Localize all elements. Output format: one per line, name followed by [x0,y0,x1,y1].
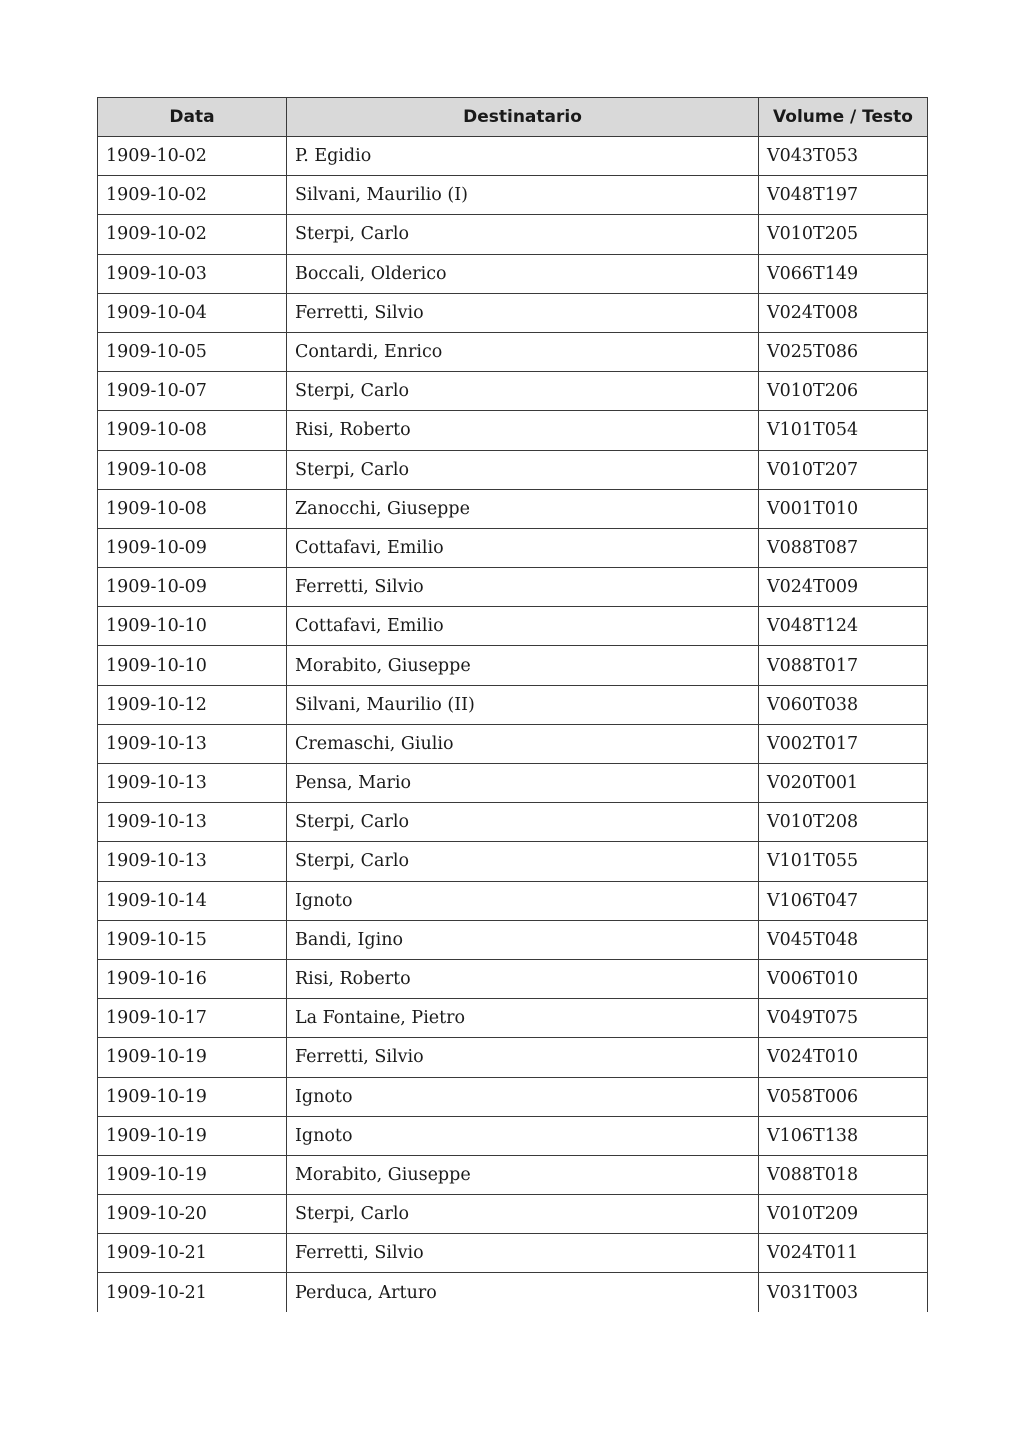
table-row [98,1234,928,1273]
cell-date: 1909-10-03 [98,254,287,293]
table-row [98,999,928,1038]
cell-recipient: Pensa, Mario [287,764,759,803]
header-row [98,98,928,137]
cell-date: 1909-10-02 [98,176,287,215]
table-row [98,1077,928,1116]
table-row [98,920,928,959]
table-row [98,568,928,607]
table-row [98,528,928,567]
cell-volume-text: V002T017 [759,724,928,763]
cell-volume-text: V010T205 [759,215,928,254]
cell-volume-text: V025T086 [759,332,928,371]
table-row [98,215,928,254]
table-body [98,137,928,1313]
table-row [98,1155,928,1194]
table-row [98,332,928,371]
cell-volume-text: V024T009 [759,568,928,607]
cell-date: 1909-10-14 [98,881,287,920]
cell-recipient: Sterpi, Carlo [287,372,759,411]
table-row [98,764,928,803]
table-row [98,1116,928,1155]
cell-date: 1909-10-19 [98,1155,287,1194]
cell-date: 1909-10-13 [98,724,287,763]
cell-date: 1909-10-09 [98,568,287,607]
cell-volume-text: V024T011 [759,1234,928,1273]
table-row [98,724,928,763]
cell-date: 1909-10-17 [98,999,287,1038]
cell-date: 1909-10-21 [98,1273,287,1312]
table-row [98,293,928,332]
table-row [98,959,928,998]
table-row [98,1038,928,1077]
cell-recipient: Ignoto [287,1077,759,1116]
cell-date: 1909-10-02 [98,137,287,176]
header-volume-text: Volume / Testo [759,98,928,137]
cell-volume-text: V031T003 [759,1273,928,1312]
cell-volume-text: V101T054 [759,411,928,450]
cell-volume-text: V010T208 [759,803,928,842]
table-row [98,411,928,450]
cell-date: 1909-10-16 [98,959,287,998]
cell-date: 1909-10-08 [98,411,287,450]
cell-recipient: Bandi, Igino [287,920,759,959]
cell-recipient: Risi, Roberto [287,959,759,998]
cell-recipient: Cottafavi, Emilio [287,607,759,646]
cell-date: 1909-10-09 [98,528,287,567]
header-date: Data [98,98,287,137]
cell-date: 1909-10-10 [98,646,287,685]
cell-date: 1909-10-19 [98,1077,287,1116]
cell-date: 1909-10-21 [98,1234,287,1273]
cell-recipient: Risi, Roberto [287,411,759,450]
cell-volume-text: V106T047 [759,881,928,920]
table-row [98,646,928,685]
cell-volume-text: V088T087 [759,528,928,567]
cell-recipient: Ferretti, Silvio [287,1234,759,1273]
cell-recipient: Sterpi, Carlo [287,215,759,254]
cell-date: 1909-10-08 [98,489,287,528]
cell-date: 1909-10-20 [98,1195,287,1234]
table-row [98,803,928,842]
cell-date: 1909-10-12 [98,685,287,724]
cell-volume-text: V001T010 [759,489,928,528]
letters-table [97,97,928,1312]
cell-date: 1909-10-13 [98,842,287,881]
cell-date: 1909-10-05 [98,332,287,371]
table-row [98,137,928,176]
cell-recipient: La Fontaine, Pietro [287,999,759,1038]
cell-volume-text: V024T008 [759,293,928,332]
cell-recipient: Silvani, Maurilio (I) [287,176,759,215]
cell-recipient: Ferretti, Silvio [287,1038,759,1077]
cell-volume-text: V024T010 [759,1038,928,1077]
header-recipient: Destinatario [287,98,759,137]
cell-date: 1909-10-10 [98,607,287,646]
cell-volume-text: V043T053 [759,137,928,176]
cell-date: 1909-10-07 [98,372,287,411]
cell-volume-text: V010T209 [759,1195,928,1234]
table-row [98,372,928,411]
table-row [98,607,928,646]
cell-date: 1909-10-04 [98,293,287,332]
table-row [98,1273,928,1312]
cell-recipient: Contardi, Enrico [287,332,759,371]
table-row [98,254,928,293]
cell-volume-text: V048T197 [759,176,928,215]
cell-volume-text: V060T038 [759,685,928,724]
cell-recipient: Morabito, Giuseppe [287,1155,759,1194]
cell-date: 1909-10-19 [98,1116,287,1155]
cell-recipient: Sterpi, Carlo [287,842,759,881]
cell-volume-text: V045T048 [759,920,928,959]
cell-recipient: Ferretti, Silvio [287,568,759,607]
cell-date: 1909-10-02 [98,215,287,254]
cell-recipient: Zanocchi, Giuseppe [287,489,759,528]
cell-recipient: Perduca, Arturo [287,1273,759,1312]
cell-date: 1909-10-15 [98,920,287,959]
table-row [98,842,928,881]
cell-volume-text: V088T018 [759,1155,928,1194]
cell-recipient: P. Egidio [287,137,759,176]
cell-date: 1909-10-08 [98,450,287,489]
table-row [98,450,928,489]
cell-recipient: Ignoto [287,1116,759,1155]
cell-recipient: Morabito, Giuseppe [287,646,759,685]
cell-recipient: Ferretti, Silvio [287,293,759,332]
cell-date: 1909-10-19 [98,1038,287,1077]
cell-recipient: Cottafavi, Emilio [287,528,759,567]
table-row [98,685,928,724]
cell-recipient: Sterpi, Carlo [287,450,759,489]
table-row [98,489,928,528]
table-header [98,98,928,137]
cell-date: 1909-10-13 [98,803,287,842]
cell-volume-text: V049T075 [759,999,928,1038]
cell-volume-text: V006T010 [759,959,928,998]
cell-volume-text: V101T055 [759,842,928,881]
cell-recipient: Cremaschi, Giulio [287,724,759,763]
cell-volume-text: V010T206 [759,372,928,411]
cell-recipient: Silvani, Maurilio (II) [287,685,759,724]
cell-date: 1909-10-13 [98,764,287,803]
cell-volume-text: V066T149 [759,254,928,293]
cell-volume-text: V088T017 [759,646,928,685]
cell-volume-text: V058T006 [759,1077,928,1116]
cell-volume-text: V106T138 [759,1116,928,1155]
cell-volume-text: V010T207 [759,450,928,489]
table-row [98,1195,928,1234]
table-row [98,176,928,215]
cell-recipient: Ignoto [287,881,759,920]
cell-recipient: Sterpi, Carlo [287,803,759,842]
cell-recipient: Sterpi, Carlo [287,1195,759,1234]
cell-volume-text: V020T001 [759,764,928,803]
cell-volume-text: V048T124 [759,607,928,646]
table-row [98,881,928,920]
cell-recipient: Boccali, Olderico [287,254,759,293]
